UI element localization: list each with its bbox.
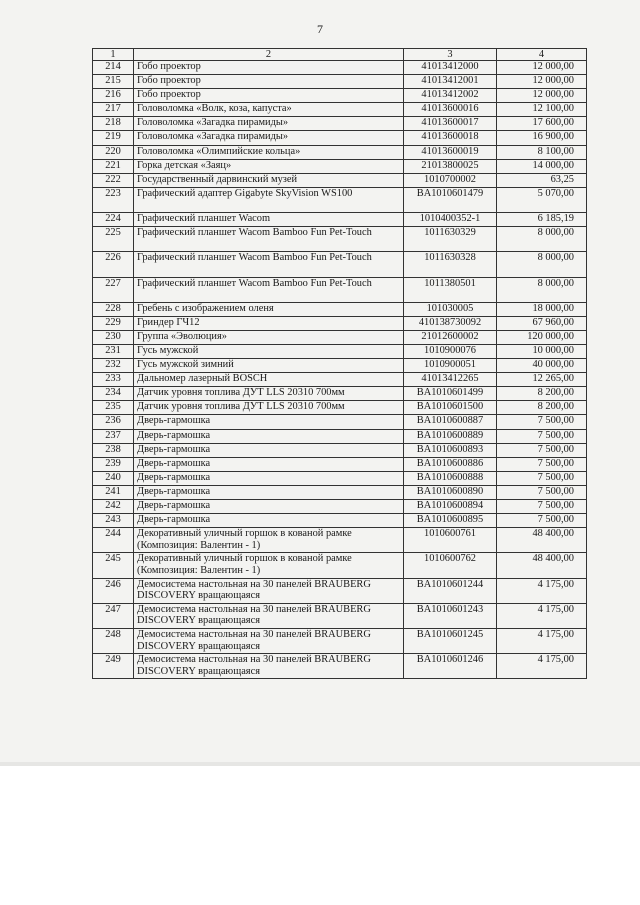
row-number-cell: 218 bbox=[93, 117, 134, 131]
inventory-code-cell: BA1010601245 bbox=[404, 628, 497, 653]
item-name-cell: Дверь-гармошка bbox=[134, 514, 404, 528]
price-cell: 12 100,00 bbox=[497, 103, 587, 117]
table-row bbox=[93, 103, 587, 117]
table-row bbox=[93, 277, 587, 302]
inventory-code-cell: 41013412000 bbox=[404, 61, 497, 75]
row-number-cell: 232 bbox=[93, 359, 134, 373]
price-cell: 7 500,00 bbox=[497, 415, 587, 429]
inventory-code-cell: 1010900076 bbox=[404, 344, 497, 358]
inventory-code-cell: BA1010600886 bbox=[404, 457, 497, 471]
inventory-code-cell: 1010700002 bbox=[404, 173, 497, 187]
inventory-code-cell: 1010600761 bbox=[404, 528, 497, 553]
item-name-cell: Дверь-гармошка bbox=[134, 415, 404, 429]
row-number-cell: 226 bbox=[93, 252, 134, 277]
item-name-cell: Декоративный уличный горшок в кованой рамке (Композиция: Валентин - 1) bbox=[134, 553, 404, 578]
price-cell: 8 200,00 bbox=[497, 387, 587, 401]
row-number-cell: 240 bbox=[93, 471, 134, 485]
price-cell: 7 500,00 bbox=[497, 443, 587, 457]
table-row bbox=[93, 500, 587, 514]
price-cell: 8 000,00 bbox=[497, 277, 587, 302]
row-number-cell: 227 bbox=[93, 277, 134, 302]
table-row bbox=[93, 75, 587, 89]
item-name-cell: Графический планшет Wacom bbox=[134, 213, 404, 227]
price-cell: 8 100,00 bbox=[497, 145, 587, 159]
inventory-code-cell: BA1010600893 bbox=[404, 443, 497, 457]
table-row bbox=[93, 359, 587, 373]
table-row bbox=[93, 603, 587, 628]
price-cell: 8 000,00 bbox=[497, 227, 587, 252]
row-number-cell: 242 bbox=[93, 500, 134, 514]
table-row bbox=[93, 227, 587, 252]
row-number-cell: 222 bbox=[93, 173, 134, 187]
price-cell: 4 175,00 bbox=[497, 654, 587, 679]
price-cell: 7 500,00 bbox=[497, 500, 587, 514]
inventory-code-cell: BA1010600890 bbox=[404, 485, 497, 499]
table-row bbox=[93, 159, 587, 173]
row-number-cell: 225 bbox=[93, 227, 134, 252]
inventory-code-cell: 1010900051 bbox=[404, 359, 497, 373]
price-cell: 12 000,00 bbox=[497, 61, 587, 75]
table-row bbox=[93, 528, 587, 553]
table-row bbox=[93, 471, 587, 485]
table-row bbox=[93, 330, 587, 344]
item-name-cell: Головоломка «Волк, коза, капуста» bbox=[134, 103, 404, 117]
inventory-code-cell: BA1010601246 bbox=[404, 654, 497, 679]
item-name-cell: Датчик уровня топлива ДУТ LLS 20310 700мм bbox=[134, 387, 404, 401]
price-cell: 4 175,00 bbox=[497, 603, 587, 628]
table-row bbox=[93, 61, 587, 75]
item-name-cell: Графический планшет Wacom Bamboo Fun Pet-Touch bbox=[134, 277, 404, 302]
table-header-row bbox=[93, 49, 587, 61]
table-row bbox=[93, 89, 587, 103]
row-number-cell: 221 bbox=[93, 159, 134, 173]
inventory-code-cell: 1010600762 bbox=[404, 553, 497, 578]
item-name-cell: Дальномер лазерный BOSCH bbox=[134, 373, 404, 387]
price-cell: 18 000,00 bbox=[497, 302, 587, 316]
inventory-code-cell: 41013600019 bbox=[404, 145, 497, 159]
page-number: 7 bbox=[317, 22, 323, 36]
price-cell: 7 500,00 bbox=[497, 485, 587, 499]
row-number-cell: 217 bbox=[93, 103, 134, 117]
price-cell: 8 200,00 bbox=[497, 401, 587, 415]
item-name-cell: Датчик уровня топлива ДУТ LLS 20310 700мм bbox=[134, 401, 404, 415]
table-row bbox=[93, 415, 587, 429]
inventory-code-cell: BA1010600888 bbox=[404, 471, 497, 485]
inventory-code-cell: 41013600018 bbox=[404, 131, 497, 145]
price-cell: 4 175,00 bbox=[497, 578, 587, 603]
row-number-cell: 223 bbox=[93, 187, 134, 212]
row-number-cell: 243 bbox=[93, 514, 134, 528]
price-cell: 16 900,00 bbox=[497, 131, 587, 145]
item-name-cell: Дверь-гармошка bbox=[134, 443, 404, 457]
table-row bbox=[93, 145, 587, 159]
inventory-code-cell: 41013412002 bbox=[404, 89, 497, 103]
inventory-table bbox=[92, 48, 587, 679]
inventory-code-cell: BA1010601479 bbox=[404, 187, 497, 212]
price-cell: 12 000,00 bbox=[497, 89, 587, 103]
item-name-cell: Графический планшет Wacom Bamboo Fun Pet-Touch bbox=[134, 252, 404, 277]
row-number-cell: 233 bbox=[93, 373, 134, 387]
item-name-cell: Головоломка «Загадка пирамиды» bbox=[134, 131, 404, 145]
row-number-cell: 216 bbox=[93, 89, 134, 103]
price-cell: 120 000,00 bbox=[497, 330, 587, 344]
inventory-code-cell: 21013800025 bbox=[404, 159, 497, 173]
item-name-cell: Дверь-гармошка bbox=[134, 485, 404, 499]
item-name-cell: Гобо проектор bbox=[134, 61, 404, 75]
row-number-cell: 219 bbox=[93, 131, 134, 145]
price-cell: 7 500,00 bbox=[497, 471, 587, 485]
table-row bbox=[93, 429, 587, 443]
row-number-cell: 235 bbox=[93, 401, 134, 415]
row-number-cell: 246 bbox=[93, 578, 134, 603]
table-row bbox=[93, 173, 587, 187]
row-number-cell: 214 bbox=[93, 61, 134, 75]
row-number-cell: 220 bbox=[93, 145, 134, 159]
item-name-cell: Головоломка «Олимпийские кольца» bbox=[134, 145, 404, 159]
price-cell: 40 000,00 bbox=[497, 359, 587, 373]
price-cell: 7 500,00 bbox=[497, 429, 587, 443]
item-name-cell: Графический планшет Wacom Bamboo Fun Pet-Touch bbox=[134, 227, 404, 252]
table-row bbox=[93, 578, 587, 603]
inventory-code-cell: BA1010601499 bbox=[404, 387, 497, 401]
price-cell: 8 000,00 bbox=[497, 252, 587, 277]
inventory-code-cell: 41013412265 bbox=[404, 373, 497, 387]
item-name-cell: Гребень с изображением оленя bbox=[134, 302, 404, 316]
row-number-cell: 231 bbox=[93, 344, 134, 358]
item-name-cell: Головоломка «Загадка пирамиды» bbox=[134, 117, 404, 131]
inventory-code-cell: BA1010600895 bbox=[404, 514, 497, 528]
table-row bbox=[93, 443, 587, 457]
item-name-cell: Дверь-гармошка bbox=[134, 429, 404, 443]
price-cell: 17 600,00 bbox=[497, 117, 587, 131]
table-row bbox=[93, 373, 587, 387]
table-row bbox=[93, 628, 587, 653]
column-header-number: 1 bbox=[93, 49, 134, 61]
inventory-code-cell: 41013412001 bbox=[404, 75, 497, 89]
item-name-cell: Демосистема настольная на 30 панелей BRAUBERG DISCOVERY вращающаяся bbox=[134, 603, 404, 628]
inventory-code-cell: 41013600016 bbox=[404, 103, 497, 117]
inventory-code-cell: 1010400352-1 bbox=[404, 213, 497, 227]
table-row bbox=[93, 485, 587, 499]
table-row bbox=[93, 117, 587, 131]
row-number-cell: 245 bbox=[93, 553, 134, 578]
row-number-cell: 237 bbox=[93, 429, 134, 443]
table-row bbox=[93, 553, 587, 578]
price-cell: 10 000,00 bbox=[497, 344, 587, 358]
inventory-code-cell: BA1010601500 bbox=[404, 401, 497, 415]
item-name-cell: Гриндер ГЧ12 bbox=[134, 316, 404, 330]
price-cell: 63,25 bbox=[497, 173, 587, 187]
row-number-cell: 215 bbox=[93, 75, 134, 89]
item-name-cell: Демосистема настольная на 30 панелей BRAUBERG DISCOVERY вращающаяся bbox=[134, 628, 404, 653]
table-row bbox=[93, 654, 587, 679]
table-row bbox=[93, 213, 587, 227]
price-cell: 48 400,00 bbox=[497, 553, 587, 578]
row-number-cell: 236 bbox=[93, 415, 134, 429]
inventory-code-cell: BA1010600894 bbox=[404, 500, 497, 514]
price-cell: 14 000,00 bbox=[497, 159, 587, 173]
item-name-cell: Горка детская «Заяц» bbox=[134, 159, 404, 173]
row-number-cell: 239 bbox=[93, 457, 134, 471]
row-number-cell: 248 bbox=[93, 628, 134, 653]
item-name-cell: Гусь мужской bbox=[134, 344, 404, 358]
row-number-cell: 234 bbox=[93, 387, 134, 401]
row-number-cell: 228 bbox=[93, 302, 134, 316]
item-name-cell: Гобо проектор bbox=[134, 89, 404, 103]
table-row bbox=[93, 316, 587, 330]
table-row bbox=[93, 131, 587, 145]
price-cell: 7 500,00 bbox=[497, 514, 587, 528]
item-name-cell: Графический адаптер Gigabyte SkyVision WS100 bbox=[134, 187, 404, 212]
inventory-code-cell: BA1010600889 bbox=[404, 429, 497, 443]
row-number-cell: 229 bbox=[93, 316, 134, 330]
column-header-name: 2 bbox=[134, 49, 404, 61]
row-number-cell: 238 bbox=[93, 443, 134, 457]
price-cell: 5 070,00 bbox=[497, 187, 587, 212]
item-name-cell: Дверь-гармошка bbox=[134, 471, 404, 485]
item-name-cell: Демосистема настольная на 30 панелей BRAUBERG DISCOVERY вращающаяся bbox=[134, 654, 404, 679]
price-cell: 12 000,00 bbox=[497, 75, 587, 89]
price-cell: 48 400,00 bbox=[497, 528, 587, 553]
inventory-code-cell: BA1010600887 bbox=[404, 415, 497, 429]
inventory-code-cell: 21012600002 bbox=[404, 330, 497, 344]
table-row bbox=[93, 187, 587, 212]
column-header-code: 3 bbox=[404, 49, 497, 61]
table-row bbox=[93, 514, 587, 528]
item-name-cell: Дверь-гармошка bbox=[134, 500, 404, 514]
table-body bbox=[93, 61, 587, 679]
row-number-cell: 244 bbox=[93, 528, 134, 553]
table-row bbox=[93, 344, 587, 358]
item-name-cell: Демосистема настольная на 30 панелей BRAUBERG DISCOVERY вращающаяся bbox=[134, 578, 404, 603]
row-number-cell: 241 bbox=[93, 485, 134, 499]
column-header-price: 4 bbox=[497, 49, 587, 61]
table-row bbox=[93, 457, 587, 471]
row-number-cell: 230 bbox=[93, 330, 134, 344]
price-cell: 7 500,00 bbox=[497, 457, 587, 471]
row-number-cell: 247 bbox=[93, 603, 134, 628]
price-cell: 6 185,19 bbox=[497, 213, 587, 227]
inventory-code-cell: 1011630329 bbox=[404, 227, 497, 252]
page-edge bbox=[0, 762, 640, 766]
item-name-cell: Декоративный уличный горшок в кованой рамке (Композиция: Валентин - 1) bbox=[134, 528, 404, 553]
price-cell: 67 960,00 bbox=[497, 316, 587, 330]
price-cell: 12 265,00 bbox=[497, 373, 587, 387]
item-name-cell: Гусь мужской зимний bbox=[134, 359, 404, 373]
table-row bbox=[93, 302, 587, 316]
inventory-code-cell: 1011630328 bbox=[404, 252, 497, 277]
table-row bbox=[93, 387, 587, 401]
item-name-cell: Государственный дарвинский музей bbox=[134, 173, 404, 187]
inventory-code-cell: BA1010601243 bbox=[404, 603, 497, 628]
inventory-code-cell: 101030005 bbox=[404, 302, 497, 316]
item-name-cell: Дверь-гармошка bbox=[134, 457, 404, 471]
table-row bbox=[93, 252, 587, 277]
item-name-cell: Гобо проектор bbox=[134, 75, 404, 89]
inventory-code-cell: 1011380501 bbox=[404, 277, 497, 302]
inventory-code-cell: 410138730092 bbox=[404, 316, 497, 330]
item-name-cell: Группа «Эволюция» bbox=[134, 330, 404, 344]
row-number-cell: 224 bbox=[93, 213, 134, 227]
price-cell: 4 175,00 bbox=[497, 628, 587, 653]
inventory-code-cell: BA1010601244 bbox=[404, 578, 497, 603]
row-number-cell: 249 bbox=[93, 654, 134, 679]
inventory-code-cell: 41013600017 bbox=[404, 117, 497, 131]
table-row bbox=[93, 401, 587, 415]
